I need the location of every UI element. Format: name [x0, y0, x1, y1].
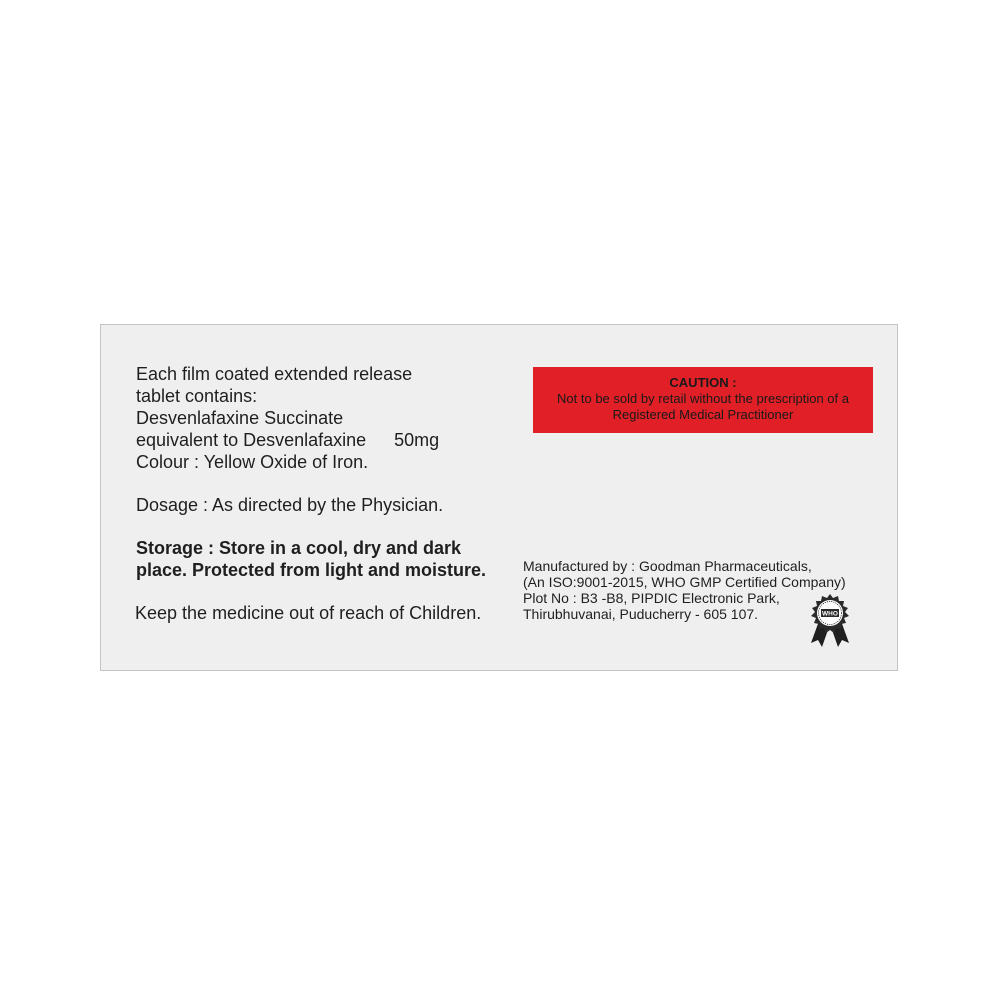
composition-block: [136, 363, 496, 473]
svg-text:WHO: WHO: [822, 610, 838, 618]
caution-line: Registered Medical Practitioner: [612, 407, 794, 422]
manufacturer-line: Thirubhuvanai, Puducherry - 605 107.: [523, 606, 759, 622]
caution-box: [533, 367, 873, 433]
manufacturer-line: (An ISO:9001-2015, WHO GMP Certified Company): [523, 574, 846, 590]
storage-line: Storage : Store in a cool, dry and dark: [136, 538, 462, 558]
composition-line: Desvenlafaxine Succinate: [136, 408, 344, 428]
caution-line: Not to be sold by retail without the prescription of a: [557, 391, 849, 406]
manufacturer-line: Manufactured by : Goodman Pharmaceuticals,: [523, 558, 812, 574]
dosage-text: Dosage : As directed by the Physician.: [136, 495, 444, 515]
composition-equivalent: equivalent to Desvenlafaxine: [136, 430, 367, 450]
strength-value: 50mg: [394, 430, 440, 450]
storage-instructions: [136, 537, 516, 581]
manufacturer-block: [523, 558, 853, 622]
composition-line: Each film coated extended release: [136, 364, 413, 384]
label-panel: [100, 324, 898, 671]
caution-title: CAUTION :: [669, 375, 737, 390]
composition-line: tablet contains:: [136, 386, 258, 406]
children-warning: Keep the medicine out of reach of Children.: [135, 603, 482, 623]
composition-line: Colour : Yellow Oxide of Iron.: [136, 452, 369, 472]
composition-line: [136, 429, 496, 451]
storage-line: place. Protected from light and moisture.: [136, 560, 487, 580]
who-seal-icon: [805, 593, 855, 649]
manufacturer-line: Plot No : B3 -B8, PIPDIC Electronic Park,: [523, 590, 780, 606]
